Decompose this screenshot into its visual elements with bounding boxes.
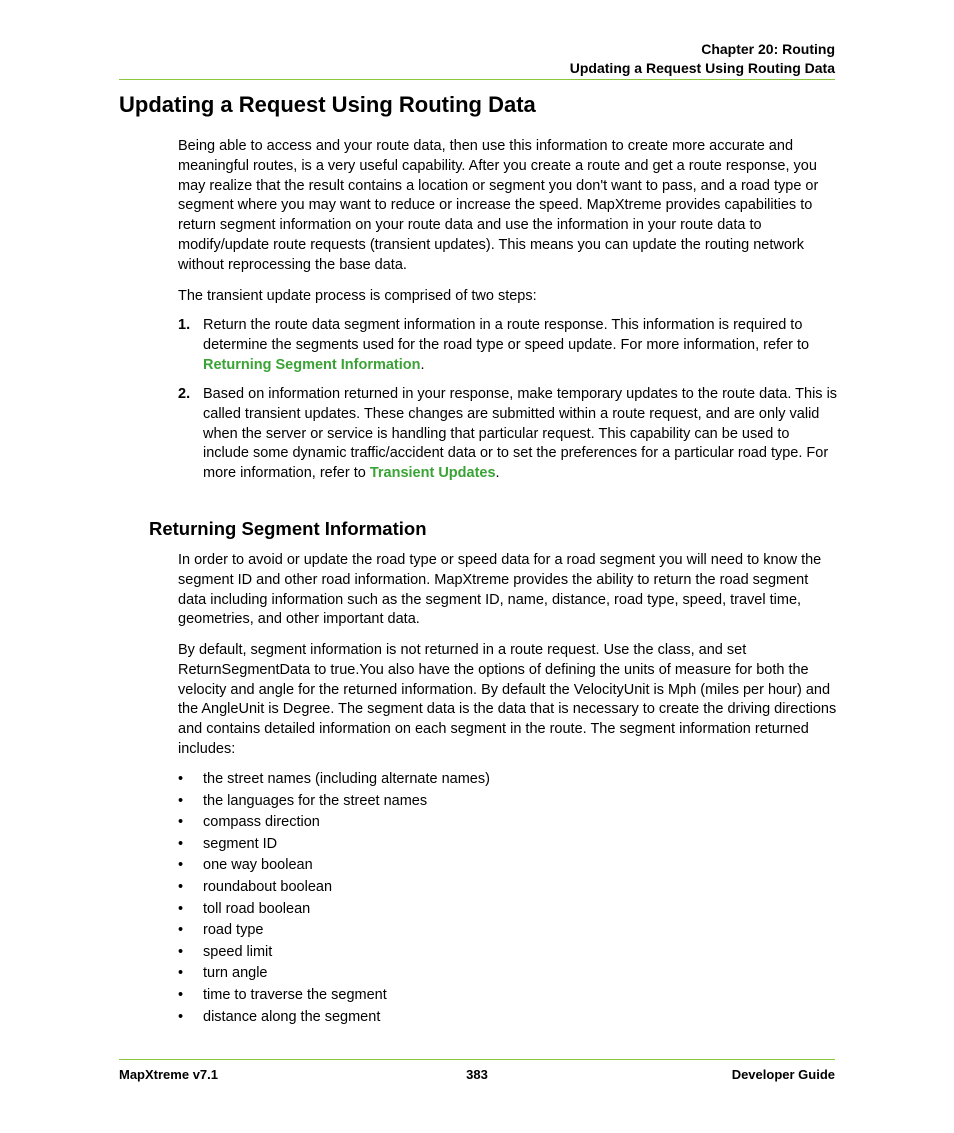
list-item-text: speed limit xyxy=(203,943,273,960)
list-item-text: segment ID xyxy=(203,835,278,852)
list-item xyxy=(178,855,490,877)
bullet-icon: • xyxy=(178,878,184,895)
section-title: Updating a Request Using Routing Data xyxy=(569,60,835,76)
list-item xyxy=(178,812,490,834)
bullet-icon: • xyxy=(178,792,184,809)
list-item-text: toll road boolean xyxy=(203,900,311,917)
step-text xyxy=(203,385,838,484)
transient-updates-link[interactable]: Transient Updates xyxy=(369,465,496,482)
list-item xyxy=(178,920,490,942)
list-item xyxy=(178,877,490,899)
list-item-text: distance along the segment xyxy=(203,1008,381,1025)
intro-text: Being able to access and your route data, then use this information to create more accurate and meaningful routes, is a very useful capability. After you create a route and get a route response, you may realize that the result contains a location or segment you don't want to pass, and a road type or segment where you may want to reduce or increase the speed. MapXtreme provides capabilities to return segment information on your route data and use the information in your route data to modify/update route requests (transient updates). This means you can update the routing network without reprocessing the base data. xyxy=(178,138,819,273)
list-item-text: the languages for the street names xyxy=(203,792,428,809)
bullet-icon: • xyxy=(178,835,184,852)
running-header xyxy=(570,40,835,78)
segment-intro-paragraph xyxy=(178,551,838,630)
list-item xyxy=(178,791,490,813)
list-item-text: one way boolean xyxy=(203,857,313,874)
intro-paragraph xyxy=(178,137,838,276)
segment-intro-text: In order to avoid or update the road type or speed data for a road segment you will need to know the segment ID and other road information. MapXtreme provides the ability to return the road segment data including information such as the segment ID, name, distance, road type, speed, travel time, geometries, and other important data. xyxy=(178,552,822,628)
list-item xyxy=(178,834,490,856)
footer-rule xyxy=(119,1059,835,1060)
bullet-icon: • xyxy=(178,986,184,1003)
chapter-title: Chapter 20: Routing xyxy=(701,41,835,57)
list-item xyxy=(178,1007,490,1029)
segment-info-list xyxy=(178,769,490,1028)
steps-intro-text: The transient update process is comprised of two steps: xyxy=(178,288,537,304)
header-rule xyxy=(119,79,835,80)
bullet-icon: • xyxy=(178,857,184,874)
list-item-text: time to traverse the segment xyxy=(203,986,387,1003)
bullet-icon: • xyxy=(178,900,184,917)
footer-guide: Developer Guide xyxy=(731,1067,835,1082)
bullet-icon: • xyxy=(178,922,184,939)
steps-intro-paragraph xyxy=(178,287,838,307)
list-item xyxy=(178,942,490,964)
step-body: Return the route data segment information in a route response. This information is required to determine the segments used for the road type or speed update. For more information, refer to xyxy=(203,317,810,353)
list-item-text: roundabout boolean xyxy=(203,878,333,895)
list-item-text: road type xyxy=(203,922,264,939)
section-heading: Returning Segment Information xyxy=(149,518,427,539)
step-text xyxy=(203,316,838,375)
step-end: . xyxy=(420,356,425,373)
list-item-text: compass direction xyxy=(203,814,320,831)
bullet-icon: • xyxy=(178,814,184,831)
step-body: Based on information returned in your response, make temporary updates to the route data. This is called transient updates. These changes are submitted within a route request, and are only valid when the server or service is handling that particular request. This capability can be used to include some dynamic traffic/accident data or to set the preferences for a particular road type. For more information, refer to xyxy=(203,386,838,482)
page-number: 383 xyxy=(466,1067,488,1082)
returning-segment-information-link[interactable]: Returning Segment Information xyxy=(203,356,421,373)
bullet-icon: • xyxy=(178,771,184,787)
step-number: 1. xyxy=(178,317,191,333)
segment-default-paragraph xyxy=(178,641,838,760)
step-number: 2. xyxy=(178,386,191,402)
list-item-text: turn angle xyxy=(203,965,268,982)
list-item-text: the street names (including alternate names) xyxy=(203,771,490,787)
step-end: . xyxy=(495,465,500,482)
list-item xyxy=(178,963,490,985)
step-item xyxy=(178,385,838,484)
step-item xyxy=(178,316,838,375)
bullet-icon: • xyxy=(178,943,184,960)
list-item xyxy=(178,769,490,791)
segment-default-text: By default, segment information is not returned in a route request. Use the class, and set ReturnSegmentData to true.You also have the options of defining the units of measure for both the velocity and angle for the returned information. By default the VelocityUnit is Mph (miles per hour) and the AngleUnit is Degree. The segment data is the data that is necessary to create the driving directions and contains detailed information on each segment in the route. The segment information returned includes: xyxy=(178,642,837,757)
footer-product: MapXtreme v7.1 xyxy=(119,1067,218,1082)
bullet-icon: • xyxy=(178,965,184,982)
list-item xyxy=(178,985,490,1007)
bullet-icon: • xyxy=(178,1008,184,1025)
list-item xyxy=(178,899,490,921)
page-title: Updating a Request Using Routing Data xyxy=(119,92,536,117)
